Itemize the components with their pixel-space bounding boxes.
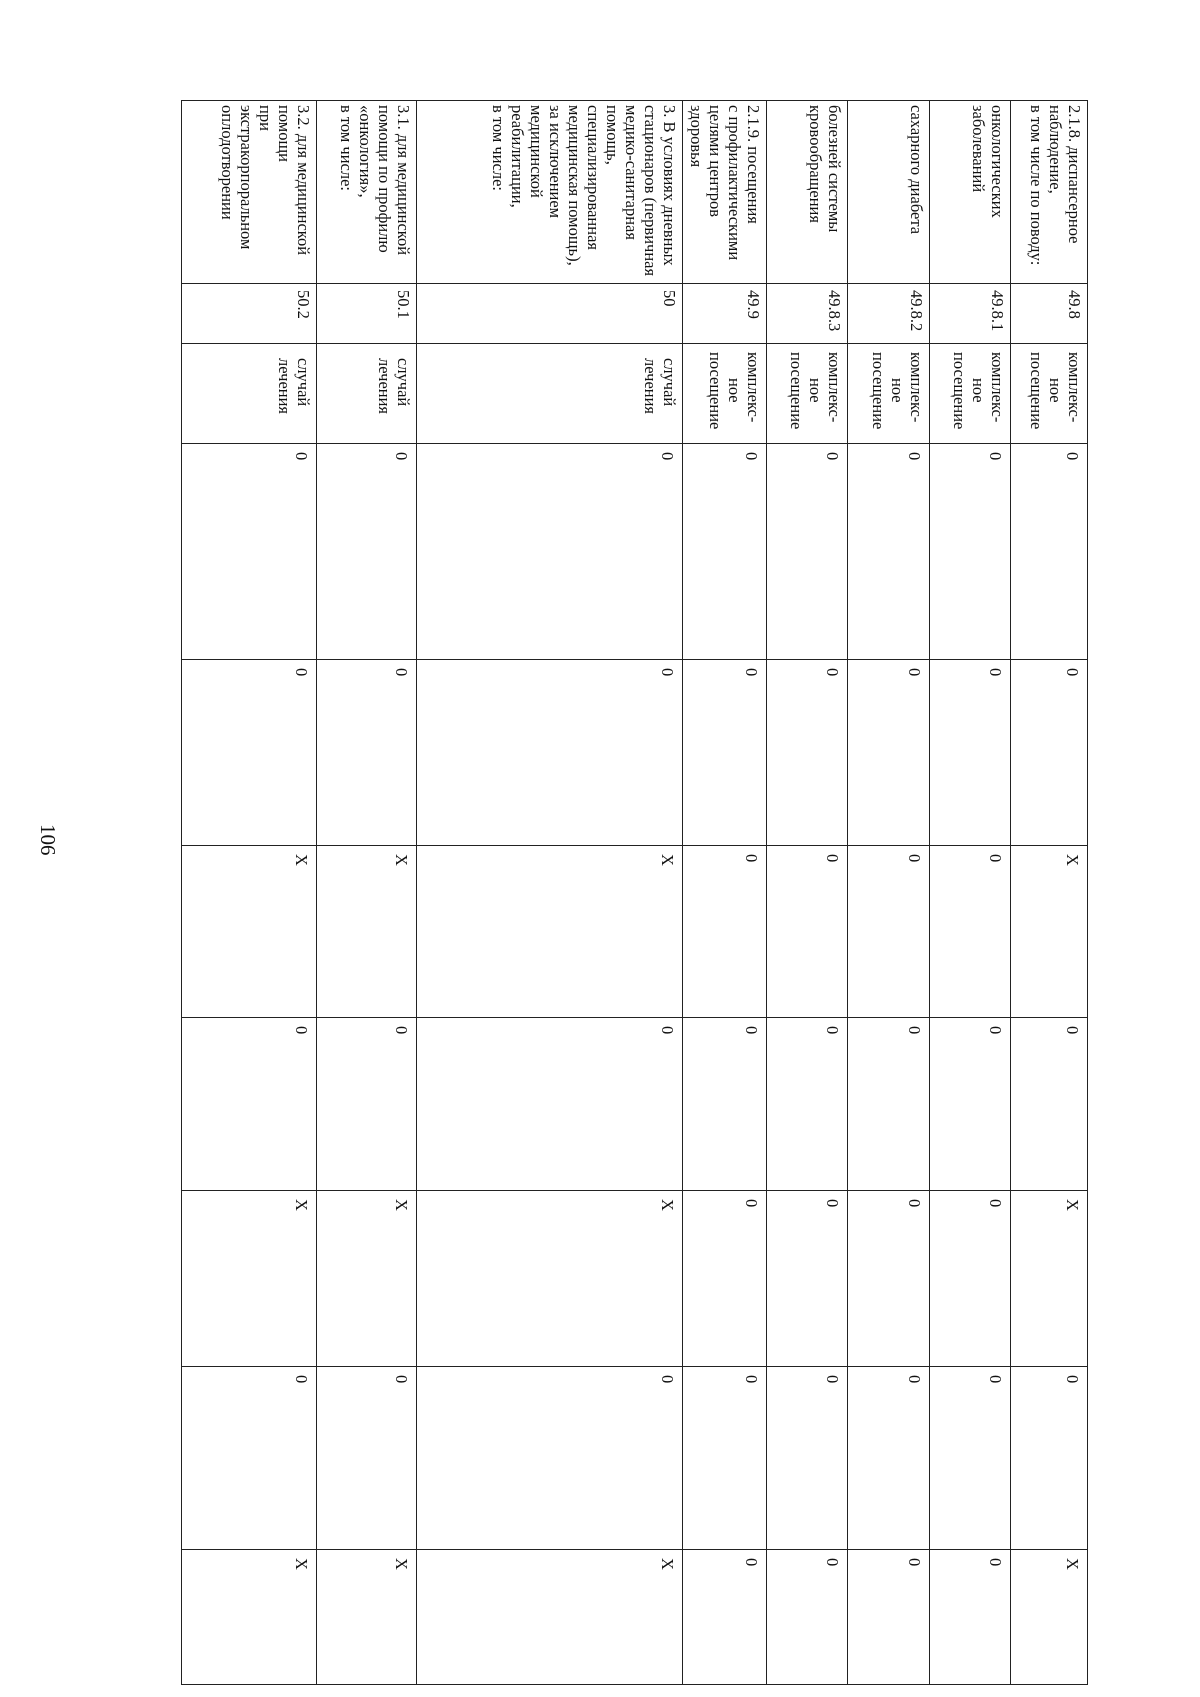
value-cell: 0 bbox=[682, 1550, 766, 1685]
value-cell: 0 bbox=[929, 660, 1010, 846]
row-code-cell: 49.9 bbox=[682, 284, 766, 344]
value-cell: 0 bbox=[682, 1367, 766, 1550]
value-cell: 0 bbox=[1010, 444, 1087, 660]
table-body bbox=[182, 101, 1088, 1685]
row-unit-cell bbox=[929, 344, 1010, 444]
row-code-cell: 50.2 bbox=[182, 284, 317, 344]
row-unit-line: посещение bbox=[868, 352, 888, 430]
value-cell: 0 bbox=[929, 444, 1010, 660]
row-code-cell: 49.8.3 bbox=[767, 284, 848, 344]
row-unit-line: посещение bbox=[706, 352, 726, 430]
row-name-cell bbox=[929, 101, 1010, 284]
value-cell: 0 bbox=[1010, 1367, 1087, 1550]
value-cell: X bbox=[182, 1550, 317, 1685]
row-unit-line: случай bbox=[393, 358, 413, 407]
value-cell: 0 bbox=[929, 1191, 1010, 1367]
value-cell: 0 bbox=[317, 1018, 417, 1191]
row-name-cell bbox=[767, 101, 848, 284]
row-name-line: в том числе по поводу: bbox=[1027, 105, 1046, 266]
row-name-line: помощи bbox=[275, 105, 295, 162]
value-cell: 0 bbox=[767, 846, 848, 1018]
value-cell: 0 bbox=[317, 660, 417, 846]
row-name-line: медико-санитарная bbox=[621, 105, 641, 240]
value-cell: 0 bbox=[182, 1367, 317, 1550]
row-unit-line: комплекс- bbox=[744, 352, 764, 423]
value-cell: 0 bbox=[416, 444, 682, 660]
value-cell: 0 bbox=[767, 1018, 848, 1191]
value-cell: 0 bbox=[317, 444, 417, 660]
row-name-line: болезней системы bbox=[825, 105, 845, 233]
row-code-cell: 49.8.2 bbox=[848, 284, 929, 344]
row-name-line: помощи по профилю bbox=[374, 105, 394, 253]
table-row bbox=[1010, 101, 1087, 1685]
row-name-line: 3.1. для медицинской bbox=[393, 105, 413, 256]
row-unit-cell bbox=[848, 344, 929, 444]
value-cell: X bbox=[416, 1550, 682, 1685]
row-name-line: 3. В условиях дневных bbox=[659, 105, 679, 266]
row-code-cell: 49.8 bbox=[1010, 284, 1087, 344]
row-unit-cell bbox=[682, 344, 766, 444]
value-cell: 0 bbox=[929, 1550, 1010, 1685]
table-row bbox=[929, 101, 1010, 1685]
value-cell: 0 bbox=[317, 1367, 417, 1550]
row-unit-line: комплекс- bbox=[825, 352, 845, 423]
row-name-line: заболеваний bbox=[968, 105, 988, 193]
value-cell: 0 bbox=[682, 444, 766, 660]
value-cell: 0 bbox=[848, 1191, 929, 1367]
row-name-line: 3.2. для медицинской bbox=[294, 105, 314, 256]
value-cell: 0 bbox=[416, 660, 682, 846]
row-name-line: сахарного диабета bbox=[906, 105, 926, 235]
value-cell: X bbox=[317, 1550, 417, 1685]
row-name-cell bbox=[416, 101, 682, 284]
value-cell: 0 bbox=[416, 1018, 682, 1191]
value-cell: 0 bbox=[929, 846, 1010, 1018]
value-cell: 0 bbox=[767, 660, 848, 846]
value-cell: X bbox=[317, 1191, 417, 1367]
row-code-cell: 50.1 bbox=[317, 284, 417, 344]
value-cell: 0 bbox=[929, 1367, 1010, 1550]
row-name-line: с профилактическими bbox=[725, 105, 745, 261]
row-unit-line: комплекс- bbox=[1065, 352, 1084, 423]
table-row bbox=[682, 101, 766, 1685]
value-cell: X bbox=[182, 1191, 317, 1367]
row-unit-line: лечения bbox=[275, 358, 295, 415]
page-number: 106 bbox=[36, 824, 60, 856]
table-row bbox=[767, 101, 848, 1685]
value-cell: 0 bbox=[1010, 1018, 1087, 1191]
table-row bbox=[848, 101, 929, 1685]
table-row bbox=[182, 101, 317, 1685]
value-cell: 0 bbox=[682, 660, 766, 846]
row-unit-cell bbox=[767, 344, 848, 444]
row-unit-line: случай bbox=[659, 358, 679, 407]
row-name-line: специализированная bbox=[583, 105, 603, 250]
row-code-cell: 50 bbox=[416, 284, 682, 344]
row-unit-line: посещение bbox=[787, 352, 807, 430]
value-cell: 0 bbox=[848, 444, 929, 660]
row-name-line: кровообращения bbox=[806, 105, 826, 223]
row-name-cell bbox=[182, 101, 317, 284]
row-name-cell bbox=[317, 101, 417, 284]
value-cell: 0 bbox=[767, 1550, 848, 1685]
row-name-cell bbox=[682, 101, 766, 284]
row-unit-cell bbox=[416, 344, 682, 444]
row-name-line: стационаров (первичная bbox=[640, 105, 660, 277]
value-cell: 0 bbox=[182, 1018, 317, 1191]
row-unit-cell bbox=[182, 344, 317, 444]
row-unit-line: комплекс- bbox=[906, 352, 926, 423]
row-name-line: за исключением bbox=[545, 105, 565, 219]
value-cell: 0 bbox=[767, 1191, 848, 1367]
row-name-line: в том числе: bbox=[336, 105, 356, 192]
row-unit-line: лечения bbox=[374, 358, 394, 415]
value-cell: X bbox=[416, 1191, 682, 1367]
value-cell: 0 bbox=[848, 846, 929, 1018]
row-unit-line: ное bbox=[887, 378, 907, 403]
value-cell: X bbox=[416, 846, 682, 1018]
row-name-line: целями центров здоровья bbox=[687, 105, 726, 218]
value-cell: 0 bbox=[848, 1550, 929, 1685]
value-cell: 0 bbox=[1010, 660, 1087, 846]
table-row bbox=[416, 101, 682, 1685]
value-cell: 0 bbox=[182, 660, 317, 846]
row-unit-line: посещение bbox=[949, 352, 969, 430]
value-cell: X bbox=[1010, 1550, 1087, 1685]
value-cell: 0 bbox=[848, 1367, 929, 1550]
value-cell: 0 bbox=[848, 660, 929, 846]
row-name-cell bbox=[848, 101, 929, 284]
value-cell: 0 bbox=[182, 444, 317, 660]
row-unit-line: ное bbox=[1046, 378, 1065, 403]
value-cell: 0 bbox=[767, 1367, 848, 1550]
row-name-line: 2.1.8. диспансерное bbox=[1065, 105, 1084, 244]
row-name-line: медицинская помощь), bbox=[564, 105, 584, 266]
row-unit-line: комплекс- bbox=[987, 352, 1007, 423]
row-name-line: онкологических bbox=[987, 105, 1007, 218]
value-cell: 0 bbox=[848, 1018, 929, 1191]
row-name-line: медицинской bbox=[526, 105, 546, 198]
value-cell: X bbox=[182, 846, 317, 1018]
row-unit-line: лечения bbox=[640, 358, 660, 415]
row-unit-cell bbox=[317, 344, 417, 444]
row-code-cell: 49.8.1 bbox=[929, 284, 1010, 344]
row-unit-line: ное bbox=[806, 378, 826, 403]
row-unit-line: ное bbox=[968, 378, 988, 403]
row-name-cell bbox=[1010, 101, 1087, 284]
row-name-line: при экстракорпоральном bbox=[237, 105, 276, 250]
value-cell: 0 bbox=[416, 1367, 682, 1550]
row-name-line: помощь, bbox=[602, 105, 622, 165]
table-row bbox=[317, 101, 417, 1685]
row-unit-cell bbox=[1010, 344, 1087, 444]
row-name-line: наблюдение, bbox=[1046, 105, 1065, 194]
value-cell: X bbox=[1010, 846, 1087, 1018]
value-cell: 0 bbox=[767, 444, 848, 660]
value-cell: 0 bbox=[929, 1018, 1010, 1191]
row-unit-line: ное bbox=[725, 378, 745, 403]
row-name-line: 2.1.9. посещения bbox=[744, 105, 764, 224]
data-table bbox=[181, 100, 1088, 1685]
value-cell: X bbox=[1010, 1191, 1087, 1367]
row-unit-line: случай bbox=[294, 358, 314, 407]
value-cell: X bbox=[317, 846, 417, 1018]
rotated-table-container bbox=[181, 100, 1088, 1684]
row-name-line: оплодотворении bbox=[218, 105, 238, 220]
row-name-line: в том числе: bbox=[488, 105, 508, 192]
row-name-line: реабилитации, bbox=[507, 105, 527, 208]
value-cell: 0 bbox=[682, 846, 766, 1018]
value-cell: 0 bbox=[682, 1018, 766, 1191]
value-cell: 0 bbox=[682, 1191, 766, 1367]
row-name-line: «онкология», bbox=[355, 105, 375, 198]
row-unit-line: посещение bbox=[1027, 352, 1046, 430]
